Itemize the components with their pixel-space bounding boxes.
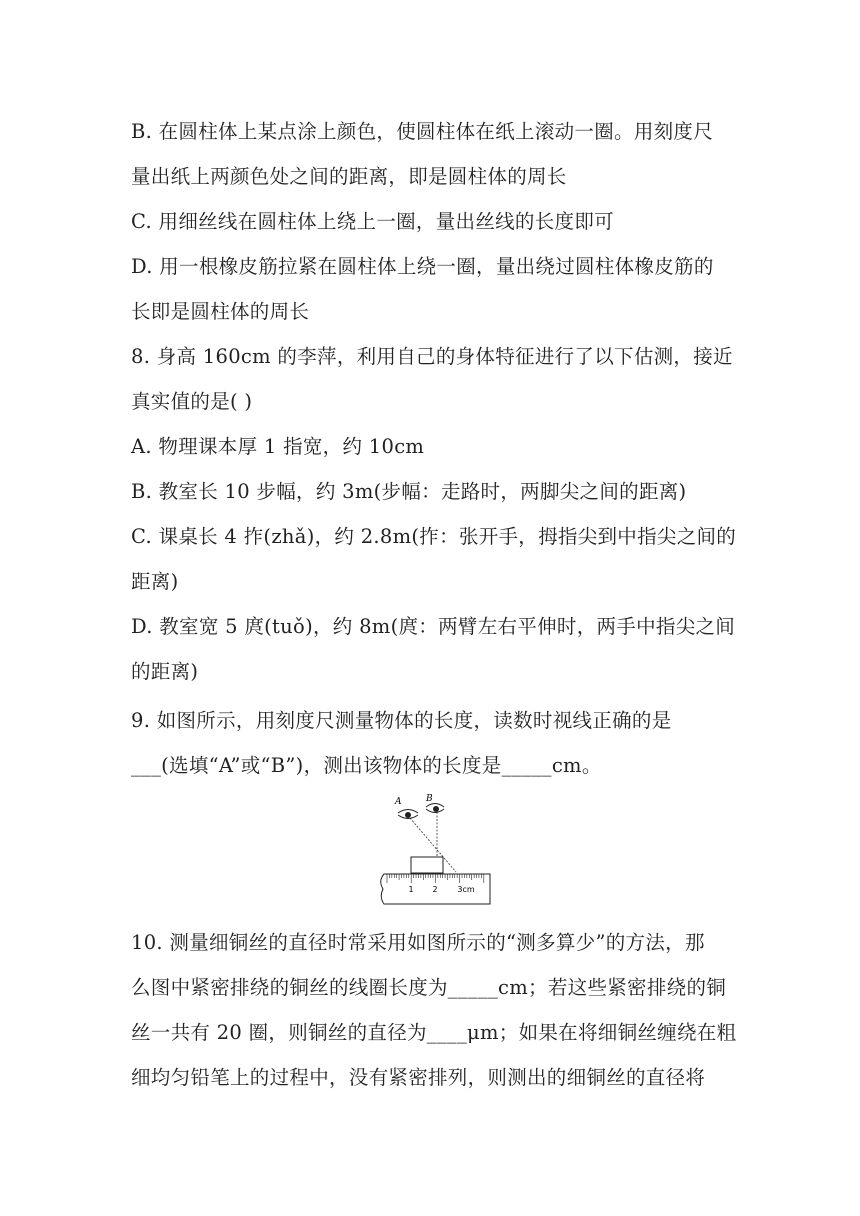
eye-a-label: A xyxy=(395,797,402,807)
option-c-q8-line1: C. 课桌长 4 拃(zhǎ)，约 2.8m(拃：张开手，拇指尖到中指尖之间的 xyxy=(131,525,737,548)
ruler-diagram xyxy=(378,792,493,907)
option-d-q7-line2: 长即是圆柱体的周长 xyxy=(131,300,310,323)
option-c-q7: C. 用细丝线在圆柱体上绕上一圈，量出丝线的长度即可 xyxy=(131,210,614,233)
ruler-figure xyxy=(378,792,493,907)
tick-label-3cm: 3cm xyxy=(457,885,475,894)
measured-object xyxy=(411,857,443,873)
question-8-line1: 8. 身高 160cm 的李萍，利用自己的身体特征进行了以下估测，接近 xyxy=(131,345,733,368)
option-b-q8: B. 教室长 10 步幅，约 3m(步幅：走路时，两脚尖之间的距离) xyxy=(131,480,687,503)
option-c-q8-line2: 距离) xyxy=(131,570,179,593)
tick-label-2: 2 xyxy=(432,885,438,894)
eye-b-icon xyxy=(426,804,444,813)
eye-b-label: B xyxy=(426,794,433,804)
option-d-q8-line1: D. 教室宽 5 庹(tuǒ)，约 8m(庹：两臂左右平伸时，两手中指尖之间 xyxy=(131,615,736,638)
option-d-q7-line1: D. 用一根橡皮筋拉紧在圆柱体上绕一圈，量出绕过圆柱体橡皮筋的 xyxy=(131,255,714,278)
eye-a-icon xyxy=(398,810,418,819)
question-10-line2: 么图中紧密排绕的铜丝的线圈长度为_____cm；若这些紧密排绕的铜 xyxy=(131,976,727,999)
question-10-line1: 10. 测量细铜丝的直径时常采用如图所示的“测多算少”的方法，那 xyxy=(131,931,705,954)
question-8-line2: 真实值的是( ) xyxy=(131,390,253,413)
option-b-q7-line1: B. 在圆柱体上某点涂上颜色，使圆柱体在纸上滚动一圈。用刻度尺 xyxy=(131,120,714,143)
question-9-line1: 9. 如图所示，用刻度尺测量物体的长度，读数时视线正确的是 xyxy=(131,709,672,732)
option-b-q7-line2: 量出纸上两颜色处之间的距离，即是圆柱体的周长 xyxy=(131,165,567,188)
question-10-line4: 细均匀铅笔上的过程中，没有紧密排列，则测出的细铜丝的直径将 xyxy=(131,1066,706,1089)
option-d-q8-line2: 的距离) xyxy=(131,660,199,683)
tick-label-1: 1 xyxy=(408,885,414,894)
question-9-line2: ___(选填“A”或“B”)，测出该物体的长度是_____cm。 xyxy=(131,754,602,777)
option-a-q8: A. 物理课本厚 1 指宽，约 10cm xyxy=(131,435,425,458)
question-10-line3: 丝一共有 20 圈，则铜丝的直径为____μm；如果在将细铜丝缠绕在粗 xyxy=(131,1021,737,1044)
